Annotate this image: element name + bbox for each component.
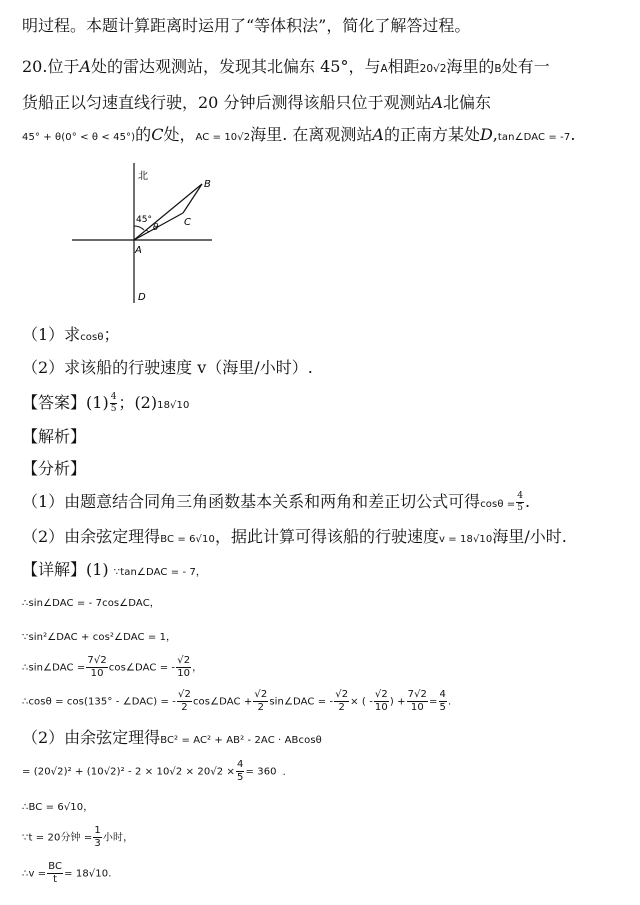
- problem-text: 处，: [163, 125, 196, 144]
- north-label: 北: [138, 171, 148, 182]
- denominator: 10: [90, 668, 104, 679]
- problem-text: 相距: [387, 57, 420, 76]
- cos-theta-expr: cosθ =: [480, 499, 516, 510]
- problem-text: 货船正以匀速直线行驶，20 分钟后测得该船只位于观测站: [22, 93, 432, 112]
- denominator: t: [53, 874, 58, 885]
- numerator: 4: [439, 689, 446, 700]
- step-text: ∴sin∠DAC =: [22, 662, 86, 674]
- point-a: A: [372, 125, 384, 144]
- fraction: [334, 690, 349, 713]
- fenxi-text: （2）由余弦定理得: [22, 527, 161, 546]
- fenxi-text: （1）由题意结合同角三角函数基本关系和两角和差正切公式可得: [22, 492, 481, 511]
- problem-text: .: [570, 125, 576, 144]
- fenxi-text: ，据此计算可得该船的行驶速度: [214, 527, 439, 546]
- numerator: 4: [237, 759, 244, 770]
- question-text: （1）求: [22, 325, 81, 344]
- numerator: √2: [374, 689, 388, 700]
- step-text: .: [282, 766, 286, 778]
- distance-ab: 20√2: [419, 63, 447, 75]
- fenxi-1: [22, 492, 530, 515]
- fenxi-2: [22, 527, 567, 550]
- problem-text: 海里. 在离观测站: [250, 125, 373, 144]
- problem-text: 的: [135, 125, 152, 144]
- step-6: [22, 760, 286, 783]
- numerator: 1: [94, 825, 101, 836]
- step-text: × ( -: [350, 696, 373, 708]
- fraction: [407, 690, 428, 713]
- question-1: [22, 325, 120, 348]
- fraction: [176, 656, 191, 679]
- denominator: 5: [237, 772, 244, 783]
- step-text: ，: [192, 662, 203, 674]
- question-2: （2）求该船的行驶速度 v（海里/小时）.: [22, 358, 313, 377]
- problem-number: 20.位于: [22, 57, 80, 76]
- ac-length: AC = 10√2: [195, 132, 251, 143]
- step-3: ∵sin²∠DAC + cos²∠DAC = 1，: [22, 632, 177, 643]
- numerator: √2: [177, 655, 191, 666]
- denominator: 10: [410, 702, 424, 713]
- numerator: 4: [110, 392, 117, 402]
- numerator: 7√2: [87, 655, 107, 666]
- numerator: √2: [254, 689, 268, 700]
- step-text: 小时，: [102, 832, 134, 844]
- problem-line-3: [22, 125, 575, 148]
- fenxi-label: 【分析】: [22, 459, 87, 478]
- segment-ab: [134, 184, 202, 240]
- step-9: [22, 862, 111, 885]
- point-a: A: [79, 57, 92, 76]
- step-text: =: [429, 696, 438, 708]
- angle-theta-arc: [146, 230, 149, 232]
- step-7: ∴BC = 6√10，: [22, 802, 94, 813]
- denominator: 10: [177, 668, 191, 679]
- detail-part-2: [22, 728, 322, 751]
- step-text: = 360: [245, 766, 277, 778]
- denominator: 2: [257, 702, 265, 713]
- numerator: √2: [178, 689, 191, 700]
- answer-2-value: 18√10: [157, 400, 190, 411]
- angle-45-label: 45°: [136, 215, 152, 225]
- step-text: ∵t = 20分钟 =: [22, 832, 93, 844]
- fenxi-text: .: [525, 492, 531, 511]
- label-a: A: [135, 245, 142, 256]
- velocity-expr: v = 18√10: [438, 534, 493, 545]
- separator: ；: [118, 393, 135, 412]
- angle-45-arc: [134, 226, 144, 230]
- detail-text: （2）由余弦定理得: [22, 728, 161, 747]
- problem-text: 海里的: [446, 57, 495, 76]
- geometry-figure: [60, 158, 230, 308]
- point-c: C: [151, 125, 164, 144]
- step-text: sin∠DAC = -: [269, 696, 334, 708]
- fraction: [374, 690, 389, 713]
- step-2: ∴sin∠DAC = - 7cos∠DAC，: [22, 598, 160, 609]
- numerator: 4: [517, 491, 524, 501]
- angle-condition: 45° + θ(0° < θ < 45°): [22, 132, 136, 143]
- fraction: [236, 760, 244, 783]
- denominator: 2: [338, 702, 345, 713]
- detail-header: [22, 560, 206, 583]
- step-text: = (20√2)² + (10√2)² - 2 × 10√2 × 20√2 ×: [22, 766, 236, 778]
- tan-condition: tan∠DAC = -7: [497, 132, 571, 143]
- step-text: .: [447, 696, 452, 708]
- problem-line-1: [22, 57, 550, 79]
- fraction: [47, 862, 63, 885]
- answer-part-1: (1): [86, 393, 109, 412]
- fraction: [177, 690, 192, 713]
- step-text: ∴v =: [22, 868, 47, 880]
- denominator: 3: [94, 838, 101, 849]
- numerator: 7√2: [407, 689, 428, 700]
- denominator: 5: [439, 702, 446, 713]
- analysis-label: 【解析】: [22, 427, 87, 446]
- step-text: cos∠DAC = -: [108, 662, 176, 674]
- step-8: [22, 826, 133, 849]
- step-text: = 18√10.: [64, 868, 112, 880]
- segment-bc: [183, 184, 202, 213]
- detail-label: 【详解】(1): [22, 560, 109, 579]
- step-text: ) +: [389, 696, 406, 708]
- answer-line: [22, 393, 189, 416]
- numerator: BC: [48, 861, 63, 872]
- problem-text: ,: [492, 125, 498, 144]
- answer-part-2: (2): [134, 393, 158, 412]
- point-a: A: [431, 93, 444, 112]
- step-5: [22, 690, 451, 713]
- numerator: √2: [335, 689, 349, 700]
- fraction: [93, 826, 101, 849]
- fenxi-text: 海里/小时.: [492, 527, 567, 546]
- denominator: 2: [181, 702, 188, 713]
- answer-1-fraction: [110, 393, 118, 414]
- fraction: [439, 690, 447, 713]
- law-of-cosines: BC² = AC² + AB² - 2AC · ABcosθ: [160, 735, 322, 746]
- denominator: 5: [110, 404, 117, 414]
- problem-line-2: [22, 93, 491, 113]
- label-c: C: [184, 217, 191, 228]
- problem-text: 北偏东: [443, 93, 492, 112]
- step-text: cos∠DAC +: [192, 696, 253, 708]
- fenxi-1-fraction: [516, 492, 524, 513]
- point-b-small: B: [494, 63, 502, 75]
- step-1: ∵tan∠DAC = - 7，: [113, 567, 207, 578]
- previous-solution-tail: 明过程。本题计算距离时运用了“等体积法”，简化了解答过程。: [22, 16, 471, 35]
- problem-text: 处的雷达观测站，发现其北偏东 45°，与: [91, 57, 381, 76]
- point-a-small: A: [380, 63, 388, 75]
- problem-text: 处有一: [501, 57, 550, 76]
- denominator: 5: [517, 503, 524, 513]
- label-b: B: [204, 179, 211, 190]
- point-d: D: [479, 125, 493, 144]
- fraction: [86, 656, 107, 679]
- label-d: D: [138, 292, 146, 303]
- fraction: [253, 690, 268, 713]
- cos-theta: cosθ: [80, 332, 104, 343]
- answer-label: 【答案】: [22, 393, 87, 412]
- step-4: [22, 656, 202, 679]
- question-text: ；: [103, 325, 120, 344]
- theta-label: θ: [153, 223, 159, 233]
- denominator: 10: [374, 702, 388, 713]
- bc-expr: BC = 6√10: [160, 534, 215, 545]
- problem-text: 的正南方某处: [383, 125, 480, 144]
- step-text: ∴cosθ = cos(135° - ∠DAC) = -: [22, 696, 177, 708]
